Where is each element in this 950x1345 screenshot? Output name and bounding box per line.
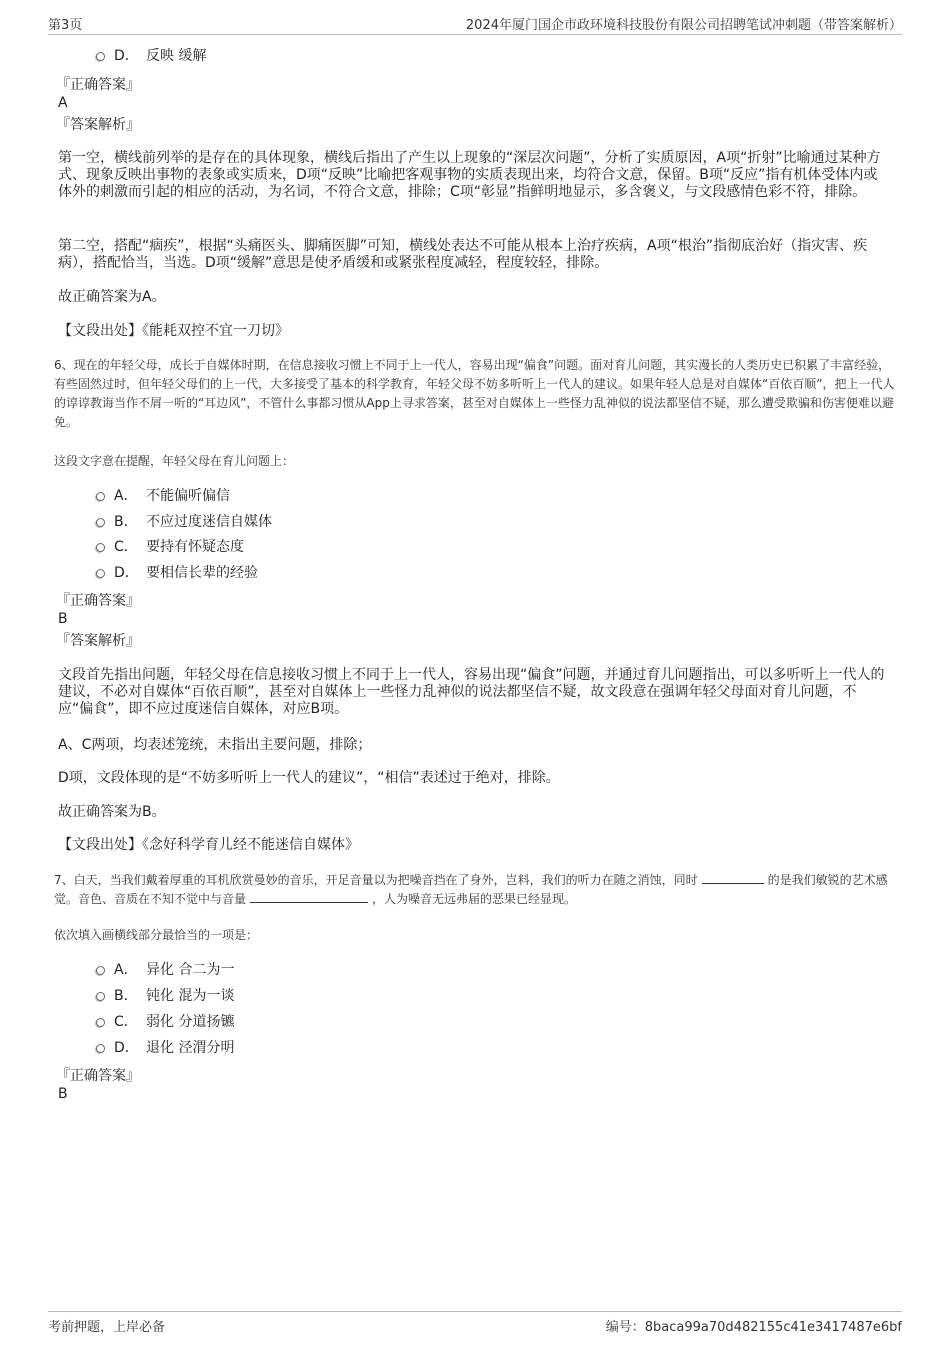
- page-footer: [48, 1311, 902, 1336]
- q6-analysis-p3: D项，文段体现的是“不妨多听听上一代人的建议”，“相信”表述过于绝对，排除。: [58, 770, 560, 786]
- q6-answer-label: 『正确答案』: [56, 593, 140, 609]
- radio-icon[interactable]: [96, 992, 105, 1001]
- q6-option-c[interactable]: C． 要持有怀疑态度: [96, 537, 244, 557]
- q7-option-d[interactable]: D． 退化 泾渭分明: [96, 1038, 234, 1058]
- q7-option-a[interactable]: A． 异化 合二为一: [96, 960, 234, 980]
- q5-answer-label: 『正确答案』: [56, 77, 140, 93]
- q5-analysis-p1: 第一空，横线前列举的是存在的具体现象，横线后指出了产生以上现象的“深层次问题”，分析了实质原因，A项“折射”比喻通过某种方式、现象反映出事物的表象或实质来，D项“反映”比喻把客观事物的实质表现出来，均符合文意，保留。B项“反应”指有机体受体内或体外的刺激而引起的相应的活动，为名词，不符合文意，排除；C项“彰显”指鲜明地显示，多含褒义，与文段感情色彩不符，排除。: [58, 150, 881, 200]
- radio-icon[interactable]: [96, 569, 105, 578]
- q6-question: 这段文字意在提醒，年轻父母在育儿问题上：: [54, 454, 295, 468]
- q6-source: 【文段出处】《念好科学育儿经不能迷信自媒体》: [58, 837, 359, 853]
- radio-icon[interactable]: [96, 518, 105, 527]
- q7-option-c[interactable]: C． 弱化 分道扬镳: [96, 1012, 234, 1032]
- radio-icon[interactable]: [96, 966, 105, 975]
- document-title: 2024年厦门国企市政环境科技股份有限公司招聘笔试冲刺题（带答案解析）: [465, 18, 902, 33]
- document-id: 编号：8baca99a70d482155c41e3417487e6bf: [605, 1320, 902, 1335]
- q6-stem: 6、现在的年轻父母，成长于自媒体时期，在信息接收习惯上不同于上一代人，容易出现“偏食”问题。面对育儿问题，其实漫长的人类历史已积累了丰富经验，有些固然过时，但年轻父母们的上一代，大多接受了基本的科学教育，年轻父母不妨多听听上一代人的建议。如果年轻人总是对自媒体“百依百顺”，把上一代人的谆谆教诲当作不屑一听的“耳边风”，不管什么事都习惯从App上寻求答案，甚至对自媒体上一些怪力乱神似的说法都坚信不疑，那么遭受欺骗和伤害便难以避免。: [54, 358, 895, 429]
- q5-conclusion: 故正确答案为A。: [58, 289, 166, 305]
- q6-answer: B: [58, 611, 68, 627]
- q6-analysis-p2: A、C两项，均表述笼统，未指出主要问题，排除；: [58, 737, 372, 753]
- radio-icon[interactable]: [96, 492, 105, 501]
- q6-option-d[interactable]: D． 要相信长辈的经验: [96, 563, 258, 583]
- q5-source: 【文段出处】《能耗双控不宜一刀切》: [58, 323, 289, 339]
- radio-icon[interactable]: [96, 1018, 105, 1027]
- q5-answer: A: [58, 95, 68, 111]
- footer-slogan: 考前押题，上岸必备: [48, 1320, 166, 1335]
- q7-answer: B: [58, 1086, 68, 1102]
- q7-stem: 7、白天，当我们戴着厚重的耳机欣赏曼妙的音乐，开足音量以为把噪音挡在了身外，岂料，我们的听力在随之消蚀，同时 的是我们敏锐的艺术感觉。音色、音质在不知不觉中与音量 ，人为噪音无远弗届的恶果已经显现。: [54, 873, 888, 906]
- q6-analysis-p1: 文段首先指出问题，年轻父母在信息接收习惯上不同于上一代人，容易出现“偏食”问题，并通过育儿问题指出，可以多听听上一代人的建议，不必对自媒体“百依百顺”，甚至对自媒体上一些怪力乱神似的说法都坚信不疑，故文段意在强调年轻父母面对育儿问题，不应“偏食”，即不应过度迷信自媒体，对应B项。: [58, 667, 885, 717]
- page-number: 第3页: [48, 18, 83, 33]
- q6-analysis-label: 『答案解析』: [56, 633, 140, 649]
- q7-option-b[interactable]: B． 钝化 混为一谈: [96, 986, 234, 1006]
- q5-analysis-p2: 第二空，搭配“痼疾”，根据“头痛医头、脚痛医脚”可知，横线处表达不可能从根本上治疗疾病，A项“根治”指彻底治好（指灾害、疾病），搭配恰当，当选。D项“缓解”意思是使矛盾缓和或紧张程度减轻，程度较轻，排除。: [58, 238, 868, 271]
- q6-conclusion: 故正确答案为B。: [58, 804, 166, 820]
- q7-answer-label: 『正确答案』: [56, 1068, 140, 1084]
- page-header: [48, 12, 902, 35]
- radio-icon[interactable]: [96, 543, 105, 552]
- q6-option-a[interactable]: A． 不能偏听偏信: [96, 486, 230, 506]
- radio-icon[interactable]: [96, 1044, 105, 1053]
- radio-icon[interactable]: [96, 52, 105, 61]
- fill-blank-1[interactable]: [702, 871, 764, 884]
- q7-question: 依次填入画横线部分最恰当的一项是：: [54, 928, 259, 942]
- q5-option-d[interactable]: D． 反映 缓解: [96, 46, 206, 66]
- q6-option-b[interactable]: B． 不应过度迷信自媒体: [96, 512, 272, 532]
- fill-blank-2[interactable]: [250, 890, 368, 903]
- q5-analysis-label: 『答案解析』: [56, 117, 140, 133]
